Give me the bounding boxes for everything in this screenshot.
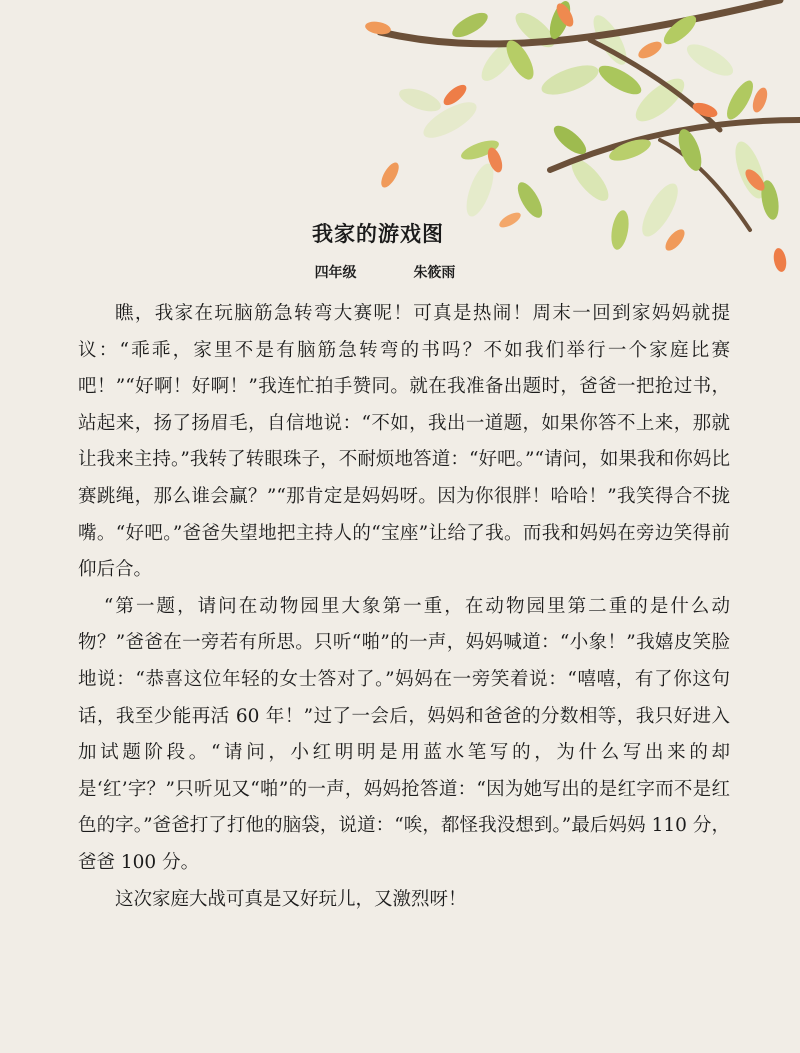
article-title: 我家的游戏图 <box>312 222 444 246</box>
author-name: 朱筱雨 <box>413 265 456 281</box>
paragraph-2: “第一题，请问在动物园里大象第一重，在动物园里第二重的是什么动物？”爸爸在一旁若有所思。只听“啪”的一声，妈妈喊道：“小象！”我嬉皮笑脸地说：“恭喜这位年轻的女士答对了。”妈妈在一旁笑着说：“嘻嘻，有了你这句话，我至少能再活 60 年！”过了一会后，妈妈和爸爸的分数相等，我只好进入加试题阶段。“请问，小红明明是用蓝水笔写的，为什么写出来的却是‘红’字？”只听见又“啪”的一声，妈妈抢答道：“因为她写出的是红字而不是红色的字。”爸爸打了打他的脑袋，说道：“唉，都怪我没想到。”最后妈妈 110 分，爸爸 100 分。 <box>78 595 730 873</box>
article-body <box>78 296 730 918</box>
paragraph-3: 这次家庭大战可真是又好玩儿，又激烈呀！ <box>115 888 467 910</box>
paragraph-1: 瞧，我家在玩脑筋急转弯大赛呢！可真是热闹！周末一回到家妈妈就提议：“乖乖，家里不是有脑筋急转弯的书吗？不如我们举行一个家庭比赛吧！”“好啊！好啊！”我连忙拍手赞同。就在我准备出题时，爸爸一把抢过书，站起来，扬了扬眉毛，自信地说：“不如，我出一道题，如果你答不上来，那就让我来主持。”我转了转眼珠子，不耐烦地答道：“好吧。”“请问，如果我和你妈比赛跳绳，那么谁会赢？”“那肯定是妈妈呀。因为你很胖！哈哈！”我笑得合不拢嘴。“好吧。”爸爸失望地把主持人的“宝座”让给了我。而我和妈妈在旁边笑得前仰后合。 <box>78 303 730 581</box>
byline <box>0 262 770 282</box>
grade-label: 四年级 <box>314 265 357 281</box>
